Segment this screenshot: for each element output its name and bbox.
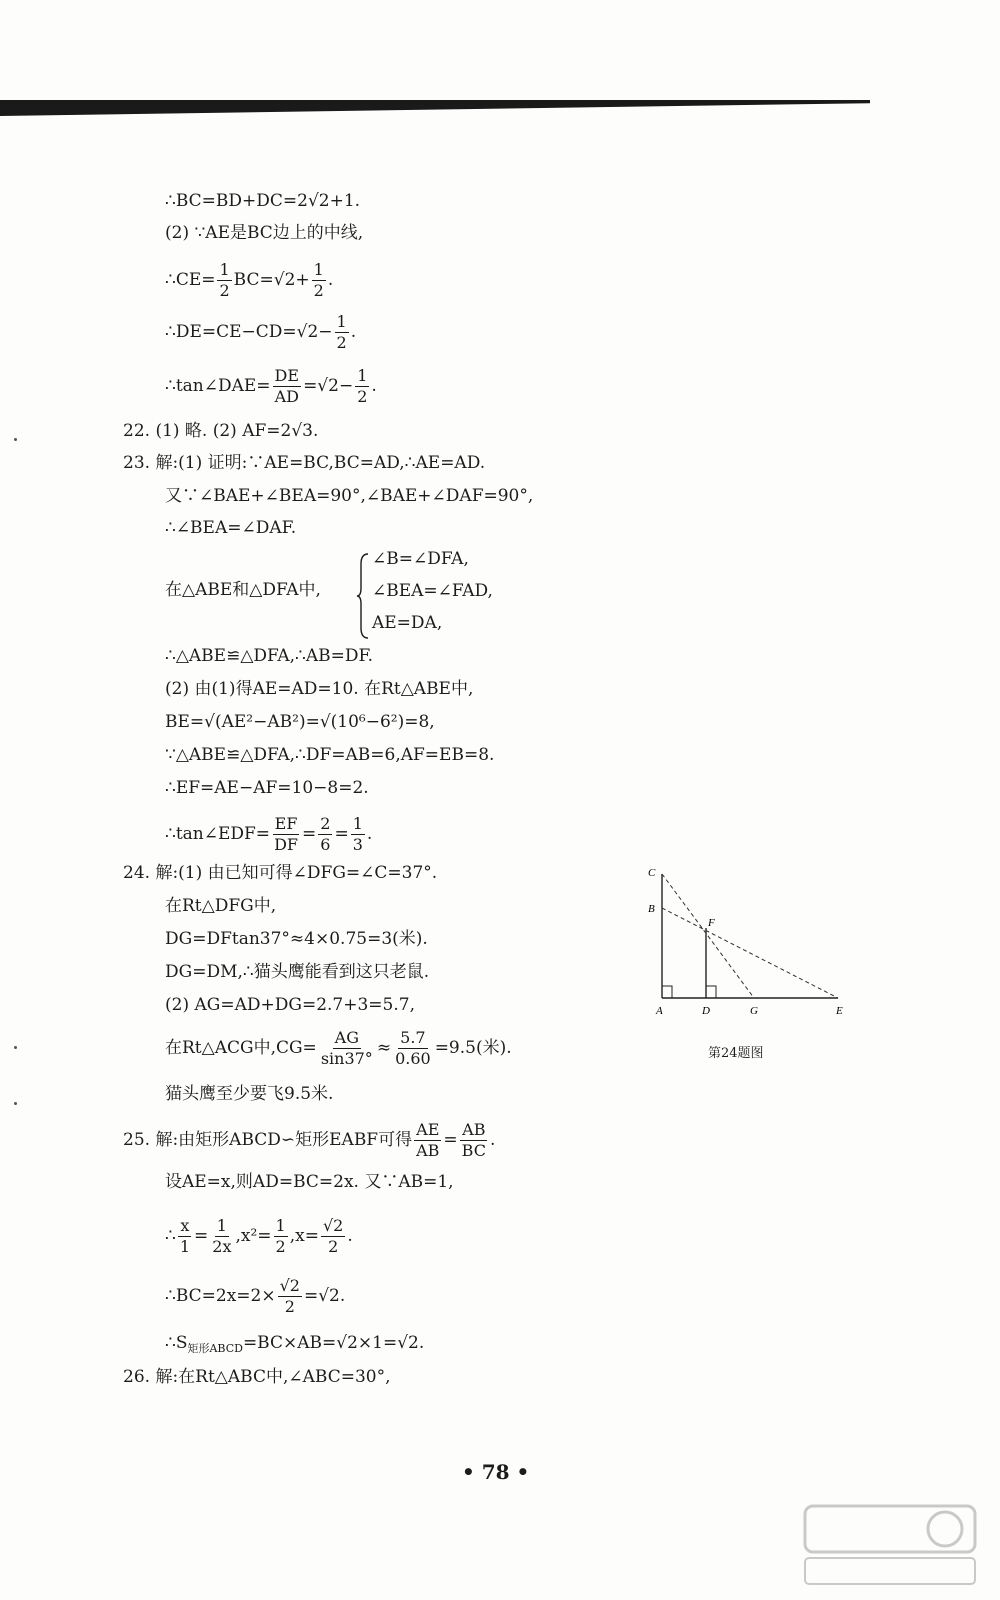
text-line: (2) 由(1)得AE=AD=10. 在Rt△ABE中, [165, 679, 474, 699]
label-e: E [836, 1005, 843, 1017]
text-line: ∴BC=BD+DC=2√2+1. [165, 191, 361, 211]
text-line: 又∵∠BAE+∠BEA=90°,∠BAE+∠DAF=90°, [165, 486, 534, 506]
brace-icon [356, 552, 370, 640]
figure-caption: 第24题图 [708, 1046, 764, 1061]
label-d: D [702, 1005, 710, 1017]
scan-speck [14, 438, 17, 441]
page-number: • 78 • [462, 1460, 530, 1484]
label-c: C [648, 867, 656, 879]
text-line: 23. 解:(1) 证明:∵AE=BC,BC=AD,∴AE=AD. [123, 453, 486, 473]
text-line: ∵△ABE≌△DFA,∴DF=AB=6,AF=EB=8. [165, 745, 495, 765]
label-g: G [750, 1005, 758, 1017]
text-line: ∴EF=AE−AF=10−8=2. [165, 778, 369, 798]
label-f: F [708, 917, 715, 929]
label-b: B [648, 903, 655, 915]
scan-speck [14, 1046, 17, 1049]
text-line: (2) ∵AE是BC边上的中线, [165, 223, 364, 243]
equation-bc: ∴BC=2x=2× $\frac{√2}{2}$ =√2. [165, 1276, 346, 1316]
text-line: ∴△ABE≌△DFA,∴AB=DF. [165, 646, 374, 666]
text-line: DG=DFtan37°≈4×0.75=3(米). [165, 929, 428, 949]
text-line: (2) AG=AD+DG=2.7+3=5.7, [165, 995, 415, 1015]
text-line: BE=√(AE²−AB²)=√(10⁶−6²)=8, [165, 712, 435, 732]
text-line: ∠B=∠DFA, [372, 549, 469, 569]
text-line: DG=DM,∴猫头鹰能看到这只老鼠. [165, 962, 430, 982]
text-line: 设AE=x,则AD=BC=2x. 又∵AB=1, [165, 1172, 454, 1192]
watermark-logo-icon [795, 1500, 985, 1590]
text-line: 在△ABE和△DFA中, [165, 580, 321, 600]
text-line: AE=DA, [372, 613, 443, 633]
text-line: 猫头鹰至少要飞9.5米. [165, 1084, 334, 1104]
equation-tan-edf: ∴tan∠EDF= $\frac{EF}{DF}$ = $\frac{2}{6}$ = $\frac{1}{3}$ . [165, 814, 373, 854]
equation-cg: 在Rt△ACG中,CG= $\frac{AG}{\sin 37^\circ}$ ≈ $\frac{5.7}{0.60}$ =9.5(米). [165, 1028, 512, 1068]
equation-ce: ∴CE= $\frac{1}{2}$ BC=√2+ $\frac{1}{2}$ . [165, 260, 334, 300]
equation-x: ∴ $\frac{x}{1}$ = $\frac{1}{2x}$ ,x²= $\frac{1}{2}$ ,x= $\frac{√2}{2}$ . [165, 1216, 353, 1256]
equation-de: ∴DE=CE−CD=√2− $\frac{1}{2}$ . [165, 312, 357, 352]
equation-tan-dae: ∴tan∠DAE= $\frac{DE}{AD}$ =√2− $\frac{1}{2}$ . [165, 366, 377, 406]
equation-area: $\therefore S_{矩形ABCD}=BC\times AB=√2\times 1=√2$. [165, 1333, 425, 1355]
text-line: 24. 解:(1) 由已知可得∠DFG=∠C=37°. [123, 863, 438, 883]
geometry-figure [640, 860, 850, 1030]
text-line: 26. 解:在Rt△ABC中,∠ABC=30°, [123, 1367, 391, 1387]
scan-speck [14, 1102, 17, 1105]
text-line: ∠BEA=∠FAD, [372, 581, 493, 601]
header-bar [0, 100, 870, 116]
text-line: ∴∠BEA=∠DAF. [165, 518, 297, 538]
text-line: 22. (1) 略. (2) AF=2√3. [123, 421, 319, 441]
label-a: A [656, 1005, 663, 1017]
equation-rect-ratio: 25. 解:由矩形ABCD∽矩形EABF可得 $\frac{AE}{AB}$ = $\frac{AB}{BC}$ . [123, 1120, 496, 1160]
text-line: 在Rt△DFG中, [165, 896, 277, 916]
